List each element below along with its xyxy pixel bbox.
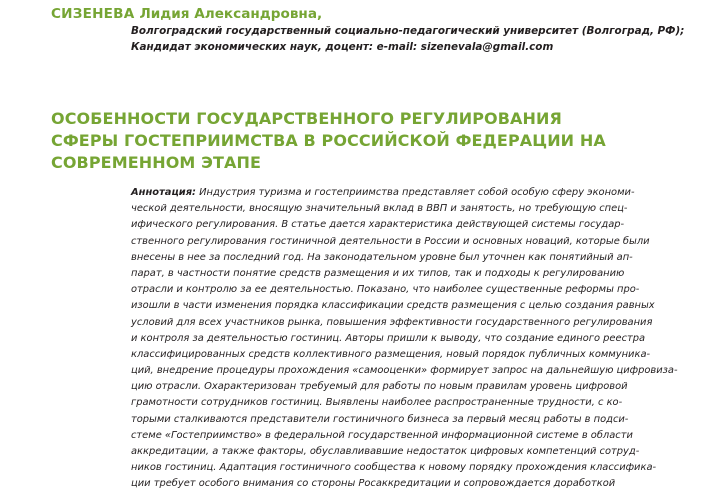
abstract-line: грамотности сотрудников гостиниц. Выявлены наиболее распространенные трудности, с ко- bbox=[131, 397, 623, 409]
abstract-line: ции требует особого внимания со стороны Росаккредитации и сопровождается доработкой bbox=[131, 478, 616, 490]
article-title bbox=[51, 108, 671, 174]
abstract-label: Аннотация: bbox=[131, 187, 196, 198]
abstract-line: классифицированных средств коллективного размещения, новый порядок публичных коммуника- bbox=[131, 348, 651, 360]
abstract-line: ческой деятельности, вносящую значительный вклад в ВВП и занятость, но требующую спец- bbox=[131, 203, 628, 215]
abstract-line: ников гостиниц. Адаптация гостиничного сообщества к новому порядку прохождения классифика- bbox=[131, 462, 657, 474]
abstract-first-line: Индустрия туризма и гостеприимства представляет собой особую сферу экономи- bbox=[199, 187, 635, 198]
abstract-line: ифического регулирования. В статье дается характеристика действующей системы государ- bbox=[131, 219, 625, 231]
abstract-line: и контроля за деятельностью гостиниц. Авторы пришли к выводу, что создание единого реестра bbox=[131, 332, 646, 344]
title-line: ОСОБЕННОСТИ ГОСУДАРСТВЕННОГО РЕГУЛИРОВАНИЯ bbox=[51, 109, 562, 128]
abstract-line: изошли в части изменения порядка классификации средств размещения с целью создания равных bbox=[131, 300, 655, 312]
author-given-names: Лидия Александровна, bbox=[139, 6, 323, 22]
abstract-line: ственного регулирования гостиничной деятельности в России и основных новаций, которые были bbox=[131, 235, 650, 247]
abstract-line: отрасли и контролю за ее деятельностью. Показано, что наиболее существенные реформы про- bbox=[131, 284, 640, 296]
abstract-line: внесены в нее за последний год. На законодательном уровне был уточнен как понятийный ап- bbox=[131, 251, 633, 263]
abstract-line: цию отрасли. Охарактеризован требуемый для работы по новым правилам уровень цифровой bbox=[131, 381, 628, 393]
abstract-line: условий для всех участников рынка, повышения эффективности государственного регулирования bbox=[131, 316, 653, 328]
title-line: СОВРЕМЕННОМ ЭТАПЕ bbox=[51, 153, 261, 172]
author-line bbox=[51, 6, 322, 24]
abstract-line bbox=[131, 185, 661, 201]
abstract-line: ций, внедрение процедуры прохождения «самооценки» формирует запрос на дальнейшую цифровиза- bbox=[131, 365, 678, 377]
affiliation-line-1: Волгоградский государственный социально-педагогический университет (Волгоград, РФ); bbox=[131, 25, 685, 37]
abstract-line: торыми сталкиваются представители гостиничного бизнеса за первый месяц работы в подси- bbox=[131, 413, 629, 425]
abstract-line: стеме «Гостеприимство» в федеральной государственной информационной системе в области bbox=[131, 429, 633, 441]
abstract-line: аккредитации, а также факторы, обуславливавшие недостаток цифровых компетенций сотруд- bbox=[131, 446, 640, 457]
affiliation-line-2: Кандидат экономических наук, доцент: e-mail: sizenevala@gmail.com bbox=[131, 41, 554, 53]
abstract bbox=[131, 185, 678, 493]
author-surname: СИЗЕНЕВА bbox=[51, 6, 135, 22]
abstract-line: парат, в частности понятие средств размещения и их типов, так и подходы к регулированию bbox=[131, 267, 625, 279]
title-line: СФЕРЫ ГОСТЕПРИИМСТВА В РОССИЙСКОЙ ФЕДЕРАЦИИ НА bbox=[51, 131, 606, 150]
